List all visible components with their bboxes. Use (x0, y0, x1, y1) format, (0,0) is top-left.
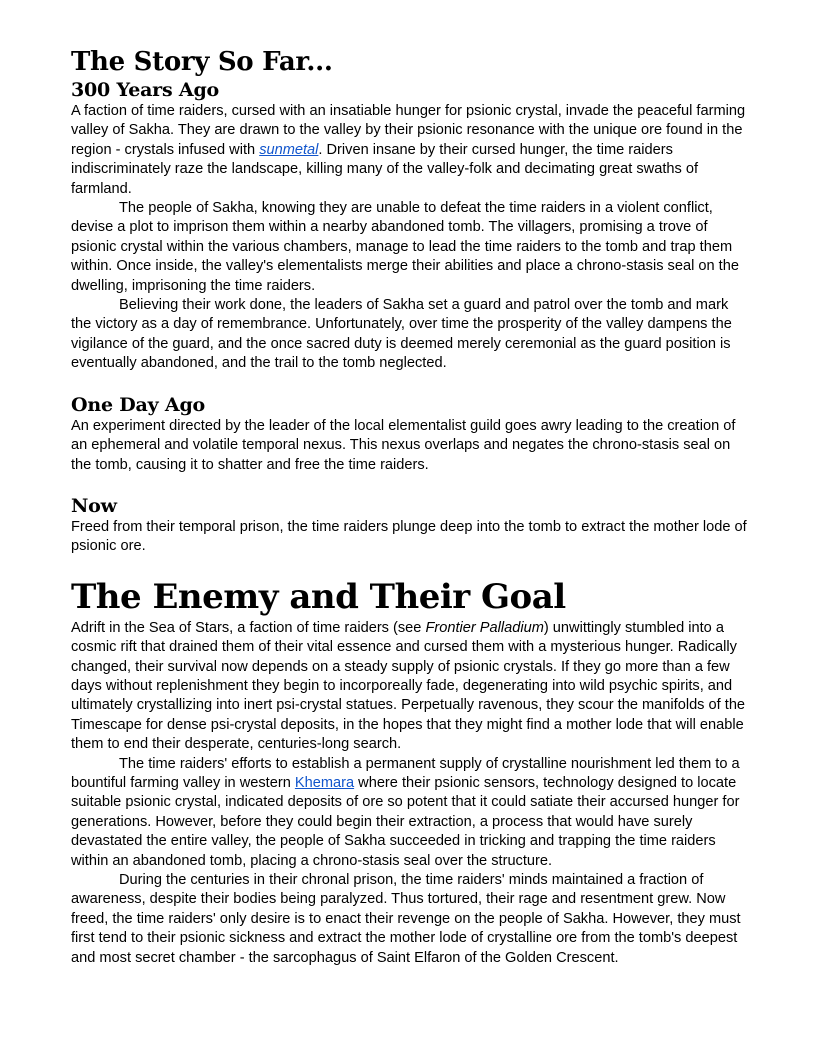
paragraph-enemy-2 (71, 755, 751, 871)
paragraph-day-1: An experiment directed by the leader of the local elementalist guild goes awry leading to the creation of an ephemeral and volatile temporal nexus. This nexus overlaps and negates the chrono-stasis seal on the tomb, causing it to shatter and free the time raiders. (71, 417, 736, 473)
document-page (71, 46, 751, 968)
story-title: The Story So Far... (71, 47, 333, 77)
section-heading-one-day: One Day Ago (71, 393, 206, 416)
paragraph-300-2: The people of Sakha, knowing they are unable to defeat the time raiders in a violent conflict, devise a plot to imprison them within a nearby abandoned tomb. The villagers, promising a trove of psionic crystal within the various chambers, manage to lead the time raiders to the tomb and trap them within. Once inside, the valley's elementalists merge their abilities and place a chrono-stasis seal on the dwelling, imprisoning the time raiders. (71, 200, 739, 294)
khemara-link[interactable]: Khemara (294, 774, 355, 791)
book-title: Frontier Palladium (425, 619, 544, 636)
sunmetal-link[interactable]: sunmetal (259, 141, 319, 158)
text-run: ) unwittingly stumbled into a cosmic rift that drained them of their vital essence and cursed them with a mysterious hunger. Radically changed, their survival now depends on a steady supply of psionic crystals. If they go more than a few days without replenishment they begin to incorporeally fade, degenerating into wild psychic spirits, and ultimately crystallizing into inert psi-crystal statues. Perpetually ravenous, they scour the manifolds of the Timescape for dense psi-crystal deposits, in the hopes that they might find a mother lode that will enable them to end their desperate, centuries-long search. (71, 619, 746, 753)
paragraph-enemy-3: During the centuries in their chronal prison, the time raiders' minds maintained a fraction of awareness, despite their bodies being paralyzed. Thus tortured, their rage and resentment grew. Now freed, the time raiders' only desire is to enact their revenge on the people of Sakha. However, they must first tend to their psionic sickness and extract the mother lode of crystalline ore from the tomb's deepest and most secret chamber - the sarcophagus of Saint Elfaron of the Golden Crescent. (71, 872, 741, 966)
paragraph-now-1: Freed from their temporal prison, the time raiders plunge deep into the tomb to extract the mother lode of psionic ore. (71, 518, 747, 555)
paragraph-300-3: Believing their work done, the leaders of Sakha set a guard and patrol over the tomb and mark the victory as a day of remembrance. Unfortunately, over time the prosperity of the valley dampens the vigilance of the guard, and the once sacred duty is deemed merely ceremonial as the guard position is eventually abandoned, and the trail to the tomb neglected. (71, 297, 732, 372)
paragraph-enemy-1 (71, 619, 751, 755)
section-heading-now: Now (71, 494, 117, 517)
text-run: where their psionic sensors, technology designed to locate suitable psionic crystal, indicated deposits of ore so potent that it could satiate their accursed hunger for generations. However, before they could begin their extraction, a process that would have surely devastated the entire valley, the people of Sakha succeeded in tricking and trapping the time raiders within an abandoned tomb, placing a chrono-stasis seal over the structure. (71, 774, 740, 869)
section-heading-300-years: 300 Years Ago (71, 79, 220, 101)
text-run: The time raiders' efforts to establish a permanent supply of crystalline nourishment led them to a bountiful farming valley in western (71, 755, 740, 791)
paragraph-300-1 (71, 102, 751, 199)
text-run: Adrift in the Sea of Stars, a faction of time raiders (see (71, 619, 426, 636)
text-run: . Driven insane by their cursed hunger, the time raiders indiscriminately raze the landscape, killing many of the valley-folk and decimating great swaths of farmland. (71, 141, 699, 197)
text-run: A faction of time raiders, cursed with an insatiable hunger for psionic crystal, invade the peaceful farming valley of Sakha. They are drawn to the valley by their psionic resonance with the unique ore found in the region - crystals infused with (71, 103, 746, 158)
enemy-title: The Enemy and Their Goal (71, 576, 566, 617)
